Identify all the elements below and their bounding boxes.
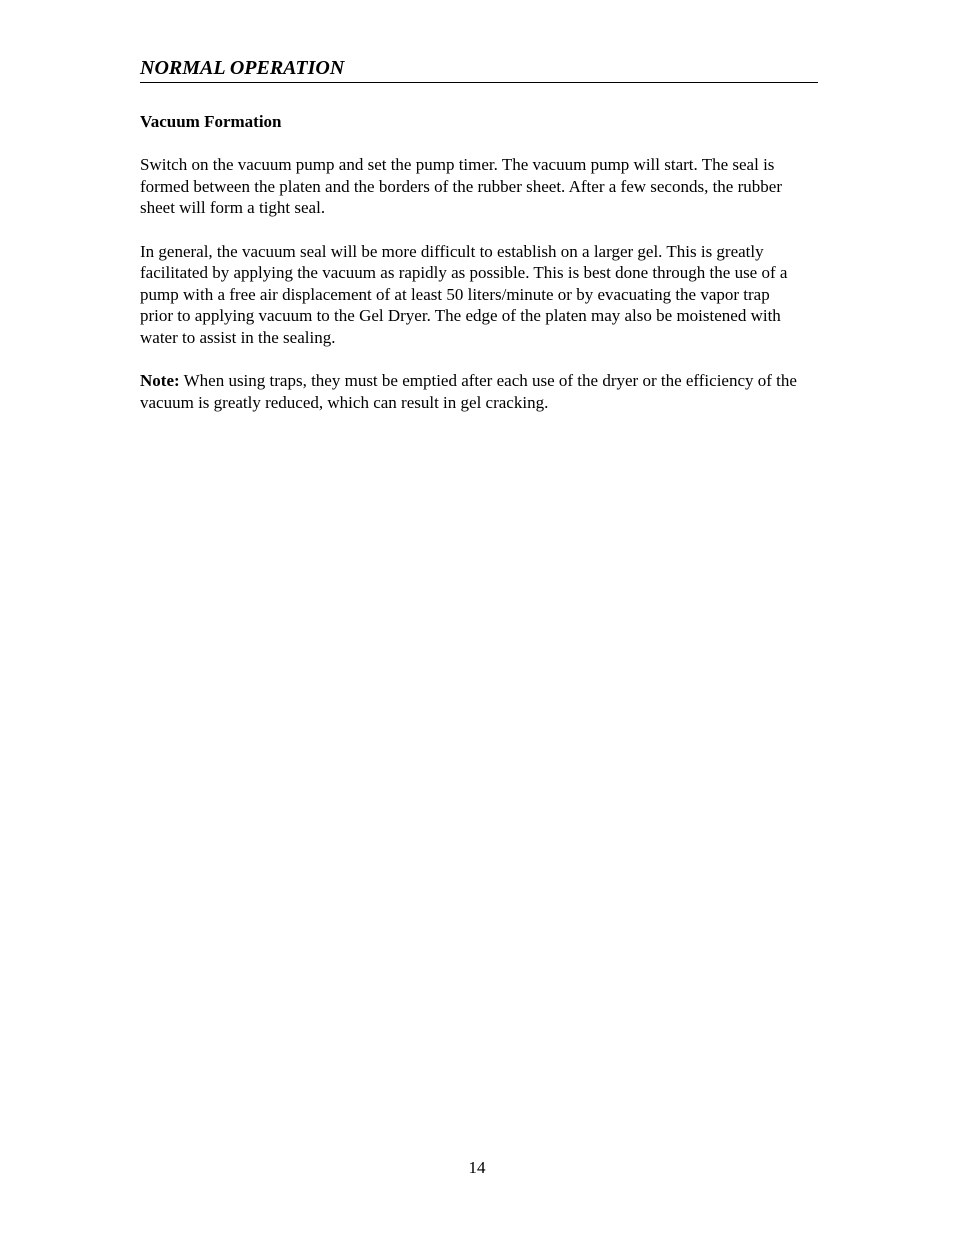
page-header xyxy=(140,56,818,83)
page-number: 14 xyxy=(468,1158,486,1177)
note-text: When using traps, they must be emptied after each use of the dryer or the efficiency of the vacuum is greatly reduced, which can result in gel cracking. xyxy=(140,371,797,412)
section-heading: Vacuum Formation xyxy=(140,112,282,131)
page-title: NORMAL OPERATION xyxy=(140,57,345,79)
paragraph-vacuum-seal: In general, the vacuum seal will be more difficult to establish on a larger gel. This is greatly facilitated by applying the vacuum as rapidly as possible. This is best done through the use of a pump with a free air displacement of at least 50 liters/minute or by evacuating the vapor trap prior to applying vacuum to the Gel Dryer. The edge of the platen may also be moistened with water to assist in the sealing. xyxy=(140,241,788,347)
paragraph-vacuum-pump: Switch on the vacuum pump and set the pump timer. The vacuum pump will start. The seal is formed between the platen and the borders of the rubber sheet. After a few seconds, the rubber sheet will form a tight seal. xyxy=(140,155,782,218)
note-label: Note: xyxy=(140,371,180,391)
page-content xyxy=(140,111,800,435)
note-paragraph xyxy=(140,370,800,413)
